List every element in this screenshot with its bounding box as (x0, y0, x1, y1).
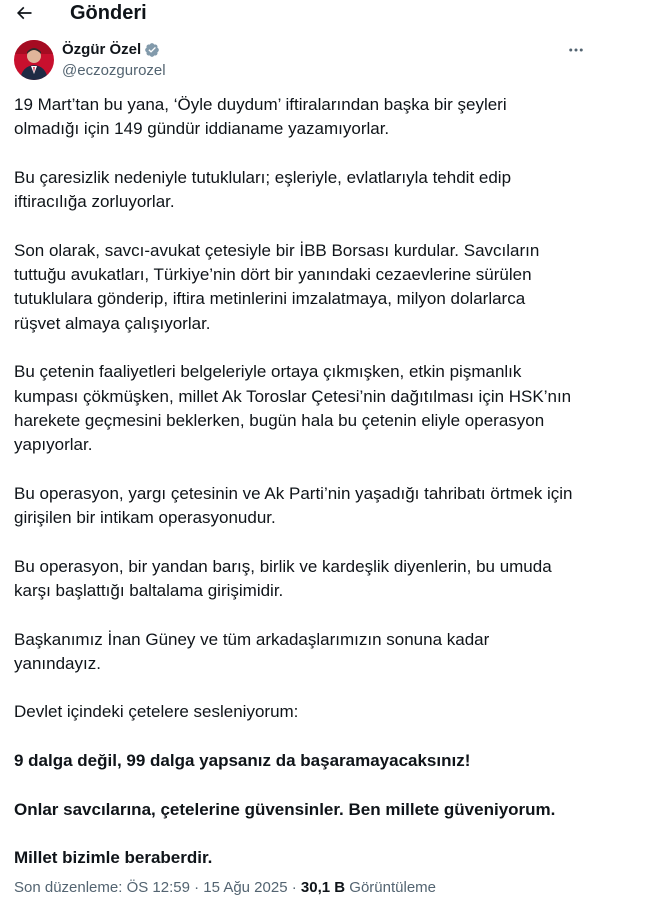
meta-separator: · (194, 879, 200, 896)
arrow-left-icon (14, 3, 34, 23)
author-block (14, 40, 594, 82)
author-handle[interactable]: @eczozgurozel (62, 62, 166, 79)
header (0, 0, 650, 30)
tweet-paragraph-bold: Onlar savcılarına, çetelerine güvensinler. Ben millete güveniyorum. (14, 799, 556, 819)
author-name[interactable]: Özgür Özel (62, 41, 142, 58)
views-label: Görüntüleme (349, 879, 436, 896)
views-count: 30,1 B (300, 879, 346, 896)
tweet-paragraph: Bu operasyon, yargı çetesinin ve Ak Parti’nin yaşadığı tahribatı örtmek için girişilen bir intikam operasyonudur. (14, 483, 573, 528)
page-title: Gönderi (70, 2, 147, 24)
tweet-meta (14, 879, 436, 897)
verified-badge-icon (144, 42, 160, 58)
avatar[interactable] (14, 40, 54, 80)
tweet-paragraph: Bu çaresizlik nedeniyle tutukluları; eşleriyle, evlatlarıyla tehdit edip iftiracılığa zorluyorlar. (14, 167, 512, 212)
tweet-paragraph: Bu çetenin faaliyetleri belgeleriyle ortaya çıkmışken, etkin pişmanlık kumpası çökmüşken, millet Ak Toroslar Çetesi’nin dağıtılması için HSK’nın harekete geçmesini beklerken, bugün hala bu çetenin eliyle operasyon yapıyorlar. (14, 362, 572, 455)
meta-separator: · (291, 879, 297, 896)
tweet-paragraph: Bu operasyon, bir yandan barış, birlik ve kardeşlik diyenlerin, bu umuda karşı başlattığı baltalama girişimidir. (14, 556, 552, 600)
tweet-paragraph: Devlet içindeki çetelere sesleniyorum: (14, 702, 299, 722)
tweet-paragraph: Başkanımız İnan Güney ve tüm arkadaşlarımızın sonuna kadar yanındayız. (14, 629, 490, 673)
edited-timestamp-link[interactable]: Son düzenleme: ÖS 12:59 (14, 879, 190, 896)
author-name-row[interactable] (62, 41, 160, 59)
tweet-paragraph: Son olarak, savcı-avukat çetesiyle bir İBB Borsası kurdular. Savcıların tuttuğu avukatları, Türkiye’nin dört bir yanındaki cezaevlerine sürülen tutuklulara gönderip, iftira metinlerini imzalatmaya, milyon dolarlarca rüşvet almaya çalışıyorlar. (14, 240, 540, 333)
tweet-paragraph-bold: Millet bizimle beraberdir. (14, 848, 213, 868)
more-horizontal-icon (567, 41, 585, 59)
tweet-paragraph: 19 Mart’tan bu yana, ‘Öyle duydum’ iftiralarından başka bir şeyleri olmadığı için 149 gündür iddianame yazamıyorlar. (14, 95, 507, 139)
tweet-paragraph-bold: 9 dalga değil, 99 dalga yapsanız da başaramayacaksınız! (14, 751, 471, 771)
tweet-text (14, 93, 574, 895)
back-button[interactable] (10, 0, 38, 26)
post-date-link[interactable]: 15 Ağu 2025 (203, 879, 288, 896)
more-options-button[interactable] (564, 40, 588, 60)
